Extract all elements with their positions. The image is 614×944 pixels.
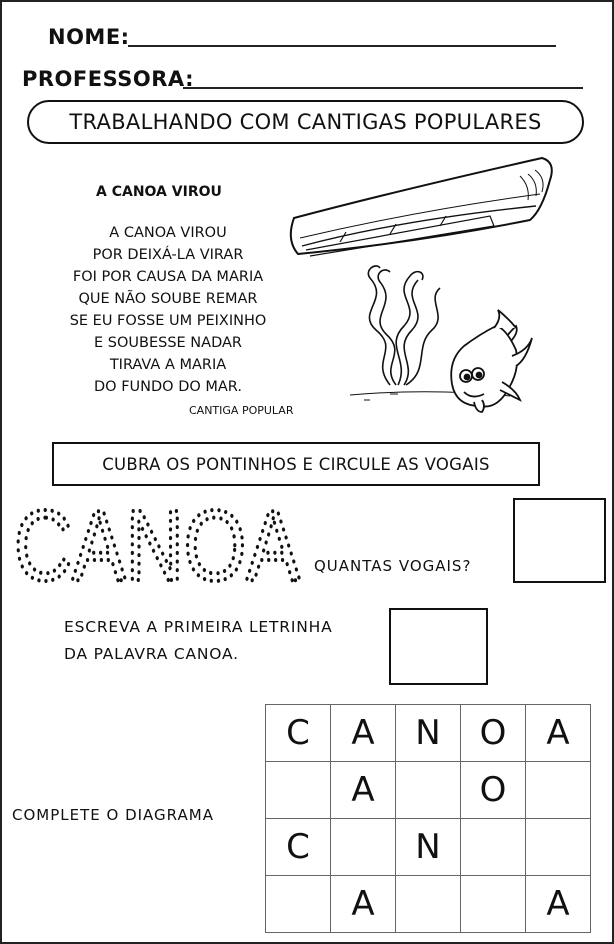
diagram-cell: O: [461, 762, 526, 819]
diagram-cell: N: [396, 819, 461, 876]
diagram-cell: O: [461, 705, 526, 762]
diagram-cell: A: [331, 762, 396, 819]
diagram-cell[interactable]: [461, 819, 526, 876]
instruction-text: CUBRA OS PONTINHOS E CIRCULE AS VOGAIS: [102, 454, 490, 474]
song-line: POR DEIXÁ-LA VIRAR: [92, 247, 244, 263]
teacher-label: PROFESSORA:: [22, 67, 194, 91]
dotted-word-tracing[interactable]: [12, 500, 307, 586]
diagram-row: [266, 705, 591, 762]
diagram-cell[interactable]: [396, 762, 461, 819]
song-line: DO FUNDO DO MAR.: [94, 379, 242, 395]
song-credit: CANTIGA POPULAR: [189, 404, 294, 417]
vowel-count-question: QUANTAS VOGAIS?: [314, 557, 472, 575]
song-lyrics: [40, 222, 296, 398]
diagram-cell[interactable]: [266, 762, 331, 819]
canoe-drawing: [291, 158, 552, 256]
worksheet-title: [27, 100, 584, 144]
song-line: QUE NÃO SOUBE REMAR: [78, 291, 258, 307]
diagram-cell: N: [396, 705, 461, 762]
diagram-cell[interactable]: [526, 762, 591, 819]
first-letter-line-1: ESCREVA A PRIMEIRA LETRINHA: [64, 618, 333, 636]
song-line: A CANOA VIROU: [109, 225, 227, 241]
worksheet-title-text: TRABALHANDO COM CANTIGAS POPULARES: [69, 110, 542, 134]
name-input-line[interactable]: [128, 45, 556, 47]
song-line: FOI POR CAUSA DA MARIA: [72, 269, 264, 285]
diagram-cell[interactable]: [461, 876, 526, 933]
diagram-cell: A: [331, 876, 396, 933]
diagram-cell: A: [331, 705, 396, 762]
teacher-input-line[interactable]: [183, 87, 583, 89]
diagram-label: COMPLETE O DIAGRAMA: [12, 806, 214, 824]
letter-diagram: [265, 704, 591, 933]
song-title: A CANOA VIROU: [96, 184, 222, 200]
name-label: NOME:: [48, 25, 130, 49]
fish-drawing: [451, 310, 532, 412]
first-letter-line-2: DA PALAVRA CANOA.: [64, 645, 239, 663]
diagram-cell[interactable]: [266, 876, 331, 933]
diagram-cell: A: [526, 876, 591, 933]
diagram-row: [266, 819, 591, 876]
instruction-box: [52, 442, 540, 486]
diagram-cell: C: [266, 819, 331, 876]
dotted-word-text: CANOA: [14, 500, 301, 586]
diagram-cell: A: [526, 705, 591, 762]
diagram-cell[interactable]: [396, 876, 461, 933]
canoe-illustration: [280, 150, 560, 430]
song-line: E SOUBESSE NADAR: [94, 335, 242, 351]
first-letter-answer-box[interactable]: [389, 608, 488, 685]
song-line: SE EU FOSSE UM PEIXINHO: [69, 313, 267, 329]
diagram-cell: C: [266, 705, 331, 762]
diagram-cell[interactable]: [526, 819, 591, 876]
diagram-row: [266, 876, 591, 933]
diagram-cell[interactable]: [331, 819, 396, 876]
vowel-count-answer-box[interactable]: [513, 498, 606, 583]
first-letter-instruction: [64, 614, 332, 668]
diagram-row: [266, 762, 591, 819]
song-line: TIRAVA A MARIA: [109, 357, 227, 373]
